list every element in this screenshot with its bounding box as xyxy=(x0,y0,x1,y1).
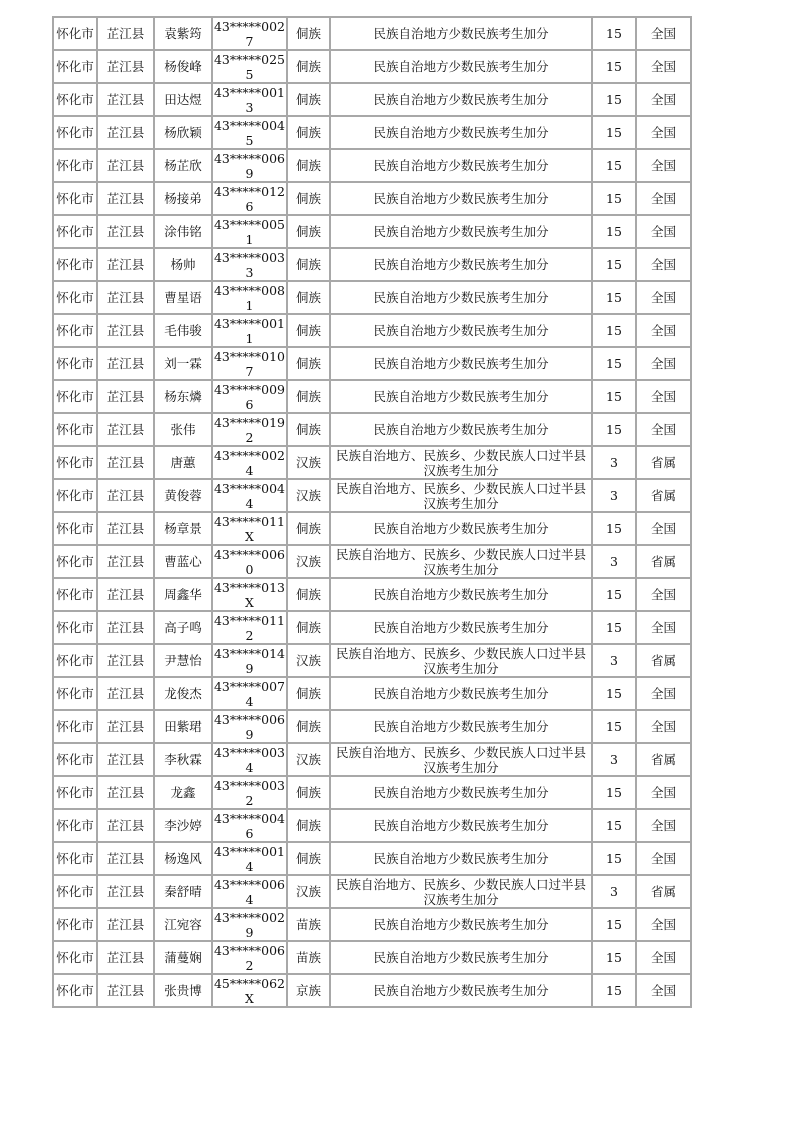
table-row xyxy=(53,281,691,314)
bonus-item-cell: 民族自治地方、民族乡、少数民族人口过半县汉族考生加分 xyxy=(330,743,592,776)
city-cell: 怀化市 xyxy=(53,941,97,974)
id-number-cell: 43*****0064 xyxy=(213,876,285,907)
id-number-cell: 43*****0074 xyxy=(213,678,285,709)
points-cell: 3 xyxy=(592,446,636,479)
points-cell: 15 xyxy=(592,347,636,380)
ethnicity-cell: 侗族 xyxy=(287,776,330,809)
ethnicity-cell: 汉族 xyxy=(287,479,330,512)
ethnicity-cell: 侗族 xyxy=(287,611,330,644)
city-cell: 怀化市 xyxy=(53,545,97,578)
id-number-cell: 43*****0062 xyxy=(213,942,285,973)
bonus-item-cell: 民族自治地方少数民族考生加分 xyxy=(330,83,592,116)
scope-cell: 全国 xyxy=(636,83,691,116)
id-number-cell: 43*****0011 xyxy=(213,315,285,346)
city-cell: 怀化市 xyxy=(53,413,97,446)
id-number-cell: 43*****0029 xyxy=(213,909,285,940)
scope-cell: 全国 xyxy=(636,347,691,380)
ethnicity-cell: 侗族 xyxy=(287,413,330,446)
name-cell: 曹蓝心 xyxy=(154,545,212,578)
points-cell: 15 xyxy=(592,941,636,974)
id-number-cell: 43*****0032 xyxy=(213,777,285,808)
table-row xyxy=(53,347,691,380)
bonus-item-cell: 民族自治地方少数民族考生加分 xyxy=(330,677,592,710)
points-cell: 3 xyxy=(592,743,636,776)
city-cell: 怀化市 xyxy=(53,611,97,644)
ethnicity-cell: 侗族 xyxy=(287,215,330,248)
county-cell: 芷江县 xyxy=(97,941,154,974)
scope-cell: 全国 xyxy=(636,116,691,149)
city-cell: 怀化市 xyxy=(53,380,97,413)
table-row xyxy=(53,974,691,1007)
city-cell: 怀化市 xyxy=(53,776,97,809)
ethnicity-cell: 侗族 xyxy=(287,17,330,50)
id-number-cell: 43*****0255 xyxy=(213,51,285,82)
scope-cell: 全国 xyxy=(636,281,691,314)
city-cell: 怀化市 xyxy=(53,875,97,908)
points-cell: 15 xyxy=(592,182,636,215)
id-number-cell: 43*****0149 xyxy=(213,645,285,676)
city-cell: 怀化市 xyxy=(53,512,97,545)
name-cell: 李秋霖 xyxy=(154,743,212,776)
points-cell: 15 xyxy=(592,512,636,545)
points-cell: 15 xyxy=(592,17,636,50)
scope-cell: 全国 xyxy=(636,413,691,446)
name-cell: 杨俊峰 xyxy=(154,50,212,83)
scope-cell: 全国 xyxy=(636,314,691,347)
scope-cell: 省属 xyxy=(636,479,691,512)
scope-cell: 全国 xyxy=(636,677,691,710)
points-cell: 15 xyxy=(592,149,636,182)
ethnicity-cell: 汉族 xyxy=(287,545,330,578)
ethnicity-cell: 苗族 xyxy=(287,908,330,941)
points-cell: 15 xyxy=(592,710,636,743)
county-cell: 芷江县 xyxy=(97,50,154,83)
name-cell: 刘一霖 xyxy=(154,347,212,380)
table-row xyxy=(53,446,691,479)
ethnicity-cell: 侗族 xyxy=(287,116,330,149)
bonus-item-cell: 民族自治地方少数民族考生加分 xyxy=(330,809,592,842)
county-cell: 芷江县 xyxy=(97,512,154,545)
points-cell: 3 xyxy=(592,479,636,512)
points-cell: 15 xyxy=(592,974,636,1007)
city-cell: 怀化市 xyxy=(53,314,97,347)
county-cell: 芷江县 xyxy=(97,413,154,446)
ethnicity-cell: 侗族 xyxy=(287,50,330,83)
ethnicity-cell: 侗族 xyxy=(287,149,330,182)
id-number-cell: 43*****0013 xyxy=(213,84,285,115)
bonus-item-cell: 民族自治地方少数民族考生加分 xyxy=(330,248,592,281)
city-cell: 怀化市 xyxy=(53,743,97,776)
city-cell: 怀化市 xyxy=(53,479,97,512)
points-cell: 15 xyxy=(592,578,636,611)
county-cell: 芷江县 xyxy=(97,809,154,842)
points-cell: 15 xyxy=(592,50,636,83)
scope-cell: 全国 xyxy=(636,776,691,809)
bonus-points-table xyxy=(52,16,692,1008)
name-cell: 田紫珺 xyxy=(154,710,212,743)
county-cell: 芷江县 xyxy=(97,578,154,611)
name-cell: 杨东燐 xyxy=(154,380,212,413)
points-cell: 15 xyxy=(592,116,636,149)
table-row xyxy=(53,842,691,875)
table-row xyxy=(53,743,691,776)
table-row xyxy=(53,611,691,644)
county-cell: 芷江县 xyxy=(97,776,154,809)
id-number-cell: 43*****0112 xyxy=(213,612,285,643)
ethnicity-cell: 侗族 xyxy=(287,182,330,215)
bonus-item-cell: 民族自治地方少数民族考生加分 xyxy=(330,347,592,380)
name-cell: 田达煜 xyxy=(154,83,212,116)
name-cell: 秦舒晴 xyxy=(154,875,212,908)
id-number-cell: 45*****062X xyxy=(213,975,285,1006)
bonus-item-cell: 民族自治地方少数民族考生加分 xyxy=(330,611,592,644)
county-cell: 芷江县 xyxy=(97,380,154,413)
table-row xyxy=(53,875,691,908)
id-number-cell: 43*****0027 xyxy=(213,18,285,49)
county-cell: 芷江县 xyxy=(97,545,154,578)
ethnicity-cell: 侗族 xyxy=(287,281,330,314)
table-row xyxy=(53,578,691,611)
id-number-cell: 43*****0051 xyxy=(213,216,285,247)
scope-cell: 省属 xyxy=(636,875,691,908)
table-row xyxy=(53,149,691,182)
name-cell: 龙鑫 xyxy=(154,776,212,809)
ethnicity-cell: 侗族 xyxy=(287,347,330,380)
county-cell: 芷江县 xyxy=(97,83,154,116)
bonus-item-cell: 民族自治地方少数民族考生加分 xyxy=(330,17,592,50)
county-cell: 芷江县 xyxy=(97,17,154,50)
table-row xyxy=(53,314,691,347)
points-cell: 15 xyxy=(592,809,636,842)
county-cell: 芷江县 xyxy=(97,974,154,1007)
table-row xyxy=(53,644,691,677)
id-number-cell: 43*****0044 xyxy=(213,480,285,511)
table-body xyxy=(53,17,691,1007)
name-cell: 曹星语 xyxy=(154,281,212,314)
bonus-item-cell: 民族自治地方少数民族考生加分 xyxy=(330,50,592,83)
bonus-item-cell: 民族自治地方、民族乡、少数民族人口过半县汉族考生加分 xyxy=(330,875,592,908)
bonus-item-cell: 民族自治地方少数民族考生加分 xyxy=(330,149,592,182)
city-cell: 怀化市 xyxy=(53,182,97,215)
city-cell: 怀化市 xyxy=(53,281,97,314)
ethnicity-cell: 京族 xyxy=(287,974,330,1007)
county-cell: 芷江县 xyxy=(97,908,154,941)
table-row xyxy=(53,941,691,974)
county-cell: 芷江县 xyxy=(97,182,154,215)
ethnicity-cell: 侗族 xyxy=(287,314,330,347)
name-cell: 杨帅 xyxy=(154,248,212,281)
scope-cell: 全国 xyxy=(636,908,691,941)
points-cell: 15 xyxy=(592,215,636,248)
ethnicity-cell: 侗族 xyxy=(287,248,330,281)
city-cell: 怀化市 xyxy=(53,908,97,941)
id-number-cell: 43*****0060 xyxy=(213,546,285,577)
scope-cell: 全国 xyxy=(636,50,691,83)
name-cell: 杨逸风 xyxy=(154,842,212,875)
city-cell: 怀化市 xyxy=(53,215,97,248)
city-cell: 怀化市 xyxy=(53,644,97,677)
scope-cell: 全国 xyxy=(636,215,691,248)
scope-cell: 全国 xyxy=(636,248,691,281)
table-row xyxy=(53,677,691,710)
city-cell: 怀化市 xyxy=(53,842,97,875)
bonus-item-cell: 民族自治地方、民族乡、少数民族人口过半县汉族考生加分 xyxy=(330,545,592,578)
ethnicity-cell: 汉族 xyxy=(287,446,330,479)
ethnicity-cell: 侗族 xyxy=(287,809,330,842)
id-number-cell: 43*****0045 xyxy=(213,117,285,148)
id-number-cell: 43*****0081 xyxy=(213,282,285,313)
bonus-item-cell: 民族自治地方少数民族考生加分 xyxy=(330,116,592,149)
bonus-item-cell: 民族自治地方少数民族考生加分 xyxy=(330,281,592,314)
city-cell: 怀化市 xyxy=(53,347,97,380)
name-cell: 袁紫筠 xyxy=(154,17,212,50)
id-number-cell: 43*****0126 xyxy=(213,183,285,214)
scope-cell: 全国 xyxy=(636,578,691,611)
id-number-cell: 43*****0034 xyxy=(213,744,285,775)
name-cell: 李沙婷 xyxy=(154,809,212,842)
name-cell: 涂伟铭 xyxy=(154,215,212,248)
ethnicity-cell: 侗族 xyxy=(287,83,330,116)
scope-cell: 全国 xyxy=(636,974,691,1007)
county-cell: 芷江县 xyxy=(97,314,154,347)
county-cell: 芷江县 xyxy=(97,446,154,479)
city-cell: 怀化市 xyxy=(53,974,97,1007)
id-number-cell: 43*****0107 xyxy=(213,348,285,379)
points-cell: 3 xyxy=(592,644,636,677)
city-cell: 怀化市 xyxy=(53,83,97,116)
county-cell: 芷江县 xyxy=(97,875,154,908)
scope-cell: 全国 xyxy=(636,809,691,842)
id-number-cell: 43*****011X xyxy=(213,513,285,544)
county-cell: 芷江县 xyxy=(97,611,154,644)
id-number-cell: 43*****013X xyxy=(213,579,285,610)
ethnicity-cell: 侗族 xyxy=(287,677,330,710)
county-cell: 芷江县 xyxy=(97,248,154,281)
name-cell: 尹慧怡 xyxy=(154,644,212,677)
county-cell: 芷江县 xyxy=(97,842,154,875)
points-cell: 15 xyxy=(592,413,636,446)
scope-cell: 全国 xyxy=(636,611,691,644)
bonus-item-cell: 民族自治地方少数民族考生加分 xyxy=(330,182,592,215)
city-cell: 怀化市 xyxy=(53,578,97,611)
id-number-cell: 43*****0192 xyxy=(213,414,285,445)
scope-cell: 全国 xyxy=(636,380,691,413)
table-row xyxy=(53,545,691,578)
table-row xyxy=(53,17,691,50)
table-row xyxy=(53,50,691,83)
ethnicity-cell: 侗族 xyxy=(287,512,330,545)
scope-cell: 全国 xyxy=(636,512,691,545)
ethnicity-cell: 汉族 xyxy=(287,644,330,677)
points-cell: 15 xyxy=(592,380,636,413)
name-cell: 江宛容 xyxy=(154,908,212,941)
city-cell: 怀化市 xyxy=(53,248,97,281)
scope-cell: 全国 xyxy=(636,182,691,215)
county-cell: 芷江县 xyxy=(97,281,154,314)
name-cell: 周鑫华 xyxy=(154,578,212,611)
id-number-cell: 43*****0046 xyxy=(213,810,285,841)
city-cell: 怀化市 xyxy=(53,446,97,479)
id-number-cell: 43*****0069 xyxy=(213,711,285,742)
bonus-item-cell: 民族自治地方、民族乡、少数民族人口过半县汉族考生加分 xyxy=(330,479,592,512)
name-cell: 张贵博 xyxy=(154,974,212,1007)
scope-cell: 全国 xyxy=(636,941,691,974)
points-cell: 3 xyxy=(592,545,636,578)
county-cell: 芷江县 xyxy=(97,479,154,512)
id-number-cell: 43*****0069 xyxy=(213,150,285,181)
county-cell: 芷江县 xyxy=(97,644,154,677)
points-cell: 15 xyxy=(592,314,636,347)
bonus-item-cell: 民族自治地方少数民族考生加分 xyxy=(330,776,592,809)
city-cell: 怀化市 xyxy=(53,710,97,743)
name-cell: 毛伟骏 xyxy=(154,314,212,347)
points-cell: 15 xyxy=(592,908,636,941)
bonus-item-cell: 民族自治地方少数民族考生加分 xyxy=(330,710,592,743)
name-cell: 龙俊杰 xyxy=(154,677,212,710)
county-cell: 芷江县 xyxy=(97,149,154,182)
points-cell: 15 xyxy=(592,611,636,644)
table-row xyxy=(53,116,691,149)
table-row xyxy=(53,776,691,809)
name-cell: 张伟 xyxy=(154,413,212,446)
scope-cell: 全国 xyxy=(636,842,691,875)
table-row xyxy=(53,182,691,215)
ethnicity-cell: 侗族 xyxy=(287,842,330,875)
table-row xyxy=(53,380,691,413)
scope-cell: 全国 xyxy=(636,17,691,50)
ethnicity-cell: 侗族 xyxy=(287,578,330,611)
name-cell: 高子鸣 xyxy=(154,611,212,644)
city-cell: 怀化市 xyxy=(53,116,97,149)
city-cell: 怀化市 xyxy=(53,677,97,710)
name-cell: 杨接弟 xyxy=(154,182,212,215)
name-cell: 黄俊蓉 xyxy=(154,479,212,512)
points-cell: 15 xyxy=(592,677,636,710)
points-cell: 15 xyxy=(592,248,636,281)
points-cell: 15 xyxy=(592,842,636,875)
points-cell: 15 xyxy=(592,83,636,116)
city-cell: 怀化市 xyxy=(53,50,97,83)
ethnicity-cell: 汉族 xyxy=(287,743,330,776)
bonus-item-cell: 民族自治地方少数民族考生加分 xyxy=(330,215,592,248)
county-cell: 芷江县 xyxy=(97,116,154,149)
table-row xyxy=(53,809,691,842)
county-cell: 芷江县 xyxy=(97,743,154,776)
name-cell: 杨章景 xyxy=(154,512,212,545)
bonus-item-cell: 民族自治地方少数民族考生加分 xyxy=(330,413,592,446)
scope-cell: 省属 xyxy=(636,446,691,479)
county-cell: 芷江县 xyxy=(97,347,154,380)
table-row xyxy=(53,512,691,545)
table-row xyxy=(53,248,691,281)
points-cell: 15 xyxy=(592,776,636,809)
table-row xyxy=(53,479,691,512)
table-row xyxy=(53,710,691,743)
bonus-item-cell: 民族自治地方少数民族考生加分 xyxy=(330,908,592,941)
city-cell: 怀化市 xyxy=(53,809,97,842)
scope-cell: 全国 xyxy=(636,149,691,182)
bonus-item-cell: 民族自治地方少数民族考生加分 xyxy=(330,974,592,1007)
name-cell: 杨芷欣 xyxy=(154,149,212,182)
scope-cell: 省属 xyxy=(636,545,691,578)
bonus-item-cell: 民族自治地方少数民族考生加分 xyxy=(330,941,592,974)
bonus-item-cell: 民族自治地方少数民族考生加分 xyxy=(330,842,592,875)
table-row xyxy=(53,908,691,941)
county-cell: 芷江县 xyxy=(97,710,154,743)
points-cell: 15 xyxy=(592,281,636,314)
county-cell: 芷江县 xyxy=(97,677,154,710)
bonus-item-cell: 民族自治地方少数民族考生加分 xyxy=(330,380,592,413)
scope-cell: 省属 xyxy=(636,743,691,776)
bonus-item-cell: 民族自治地方、民族乡、少数民族人口过半县汉族考生加分 xyxy=(330,446,592,479)
id-number-cell: 43*****0033 xyxy=(213,249,285,280)
points-cell: 3 xyxy=(592,875,636,908)
bonus-item-cell: 民族自治地方少数民族考生加分 xyxy=(330,512,592,545)
table-row xyxy=(53,413,691,446)
bonus-item-cell: 民族自治地方少数民族考生加分 xyxy=(330,314,592,347)
name-cell: 杨欣颖 xyxy=(154,116,212,149)
id-number-cell: 43*****0096 xyxy=(213,381,285,412)
bonus-item-cell: 民族自治地方少数民族考生加分 xyxy=(330,578,592,611)
scope-cell: 省属 xyxy=(636,644,691,677)
ethnicity-cell: 侗族 xyxy=(287,710,330,743)
city-cell: 怀化市 xyxy=(53,17,97,50)
id-number-cell: 43*****0014 xyxy=(213,843,285,874)
table-row xyxy=(53,215,691,248)
ethnicity-cell: 苗族 xyxy=(287,941,330,974)
county-cell: 芷江县 xyxy=(97,215,154,248)
scope-cell: 全国 xyxy=(636,710,691,743)
ethnicity-cell: 侗族 xyxy=(287,380,330,413)
name-cell: 蒲蔓娴 xyxy=(154,941,212,974)
id-number-cell: 43*****0024 xyxy=(213,447,285,478)
ethnicity-cell: 汉族 xyxy=(287,875,330,908)
name-cell: 唐蕙 xyxy=(154,446,212,479)
city-cell: 怀化市 xyxy=(53,149,97,182)
table-row xyxy=(53,83,691,116)
bonus-item-cell: 民族自治地方、民族乡、少数民族人口过半县汉族考生加分 xyxy=(330,644,592,677)
